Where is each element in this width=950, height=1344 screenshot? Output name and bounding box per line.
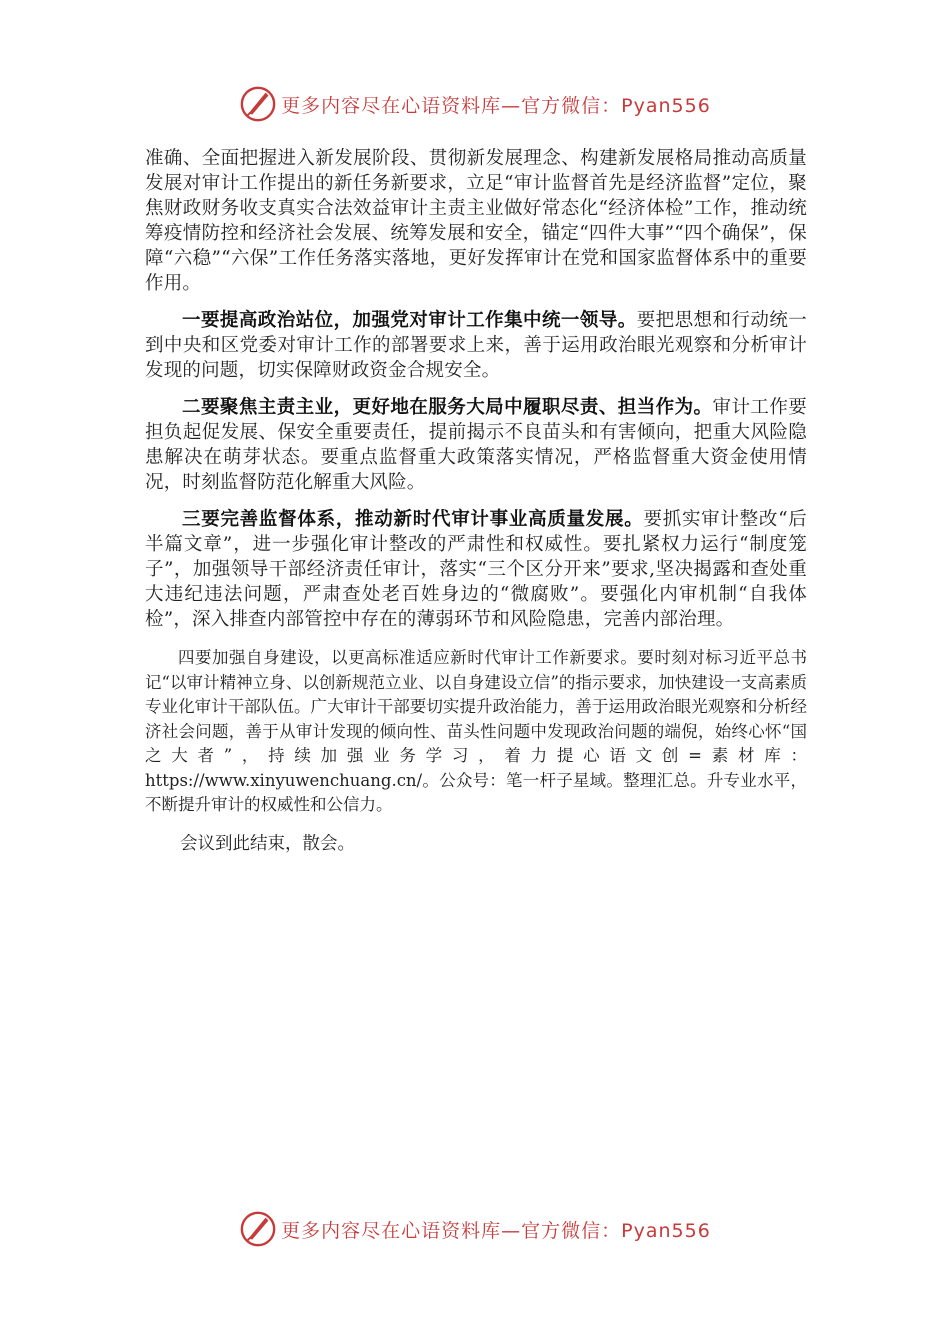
- header-banner: [0, 82, 950, 126]
- point-one-body: 要把思想和行动统一到中央和区党委对审计工作的部署要求上来，善于运用政治眼光观察和分析审计发现的问题，切实保障财政资金合规安全。: [145, 310, 807, 381]
- point-three-body: 要抓实审计整改“后半篇文章”，进一步强化审计整改的严肃性和权威性。要扎紧权力运行“制度笼子”，加强领导干部经济责任审计，落实“三个区分开来”要求,坚决揭露和查处重大违纪违法问题，严肃查处老百姓身边的“微腐败”。要强化内审机制“自我体检”，深入排查内部管控中存在的薄弱环节和风险隐患，完善内部治理。: [145, 509, 807, 630]
- point-two-paragraph: [145, 395, 807, 495]
- footer-banner-text: 更多内容尽在心语资料库—官方微信：Pyan556: [281, 1219, 711, 1242]
- footer-banner: [0, 1207, 950, 1251]
- point-two-body: 审计工作要担负起促发展、保安全重要责任，提前揭示不良苗头和有害倾向，把重大风险隐患解决在萌芽状态。要重点监督重大政策落实情况，严格监督重大资金使用情况，时刻监督防范化解重大风险。: [145, 397, 807, 493]
- point-one-paragraph: [145, 308, 807, 383]
- document-body: [145, 146, 807, 857]
- header-banner-text: 更多内容尽在心语资料库—官方微信：Pyan556: [281, 94, 711, 117]
- closing-paragraph: 会议到此结束，散会。: [180, 833, 355, 854]
- point-two-heading: 二要聚焦主责主业，更好地在服务大局中履职尽责、担当作为。: [182, 397, 713, 418]
- intro-paragraph: 准确、全面把握进入新发展阶段、贯彻新发展理念、构建新发展格局推动高质量发展对审计工作提出的新任务新要求，立足“审计监督首先是经济监督”定位，聚焦财政财务收支真实合法效益审计主责主业做好常态化“经济体检”工作，推动统筹疫情防控和经济社会发展、统筹发展和安全，锚定“四件大事”“四个确保”，保障“六稳”“六保”工作任务落实落地，更好发挥审计在党和国家监督体系中的重要作用。: [145, 148, 807, 294]
- quill-pen-logo-icon: [239, 1210, 277, 1248]
- point-three-paragraph: [145, 507, 807, 632]
- point-three-heading: 三要完善监督体系，推动新时代审计事业高质量发展。: [182, 509, 644, 530]
- quill-pen-logo-icon: [239, 85, 277, 123]
- point-four-paragraph: 四要加强自身建设，以更高标准适应新时代审计工作新要求。要时刻对标习近平总书记“以审计精神立身、以创新规范立业、以自身建设立信”的指示要求，加快建设一支高素质专业化审计干部队伍。广大审计干部要切实提升政治能力，善于运用政治眼光观察和分析经济社会问题，善于从审计发现的倾向性、苗头性问题中发现政治问题的端倪，始终心怀“国之大者”，持续加强业务学习，着力提心语文创=素材库：https://www.xinyuwenchuang.cn/。公众号：笔一杆子星域。整理汇总。升专业水平，不断提升审计的权威性和公信力。: [145, 648, 807, 814]
- point-one-heading: 一要提高政治站位，加强党对审计工作集中统一领导。: [182, 310, 637, 331]
